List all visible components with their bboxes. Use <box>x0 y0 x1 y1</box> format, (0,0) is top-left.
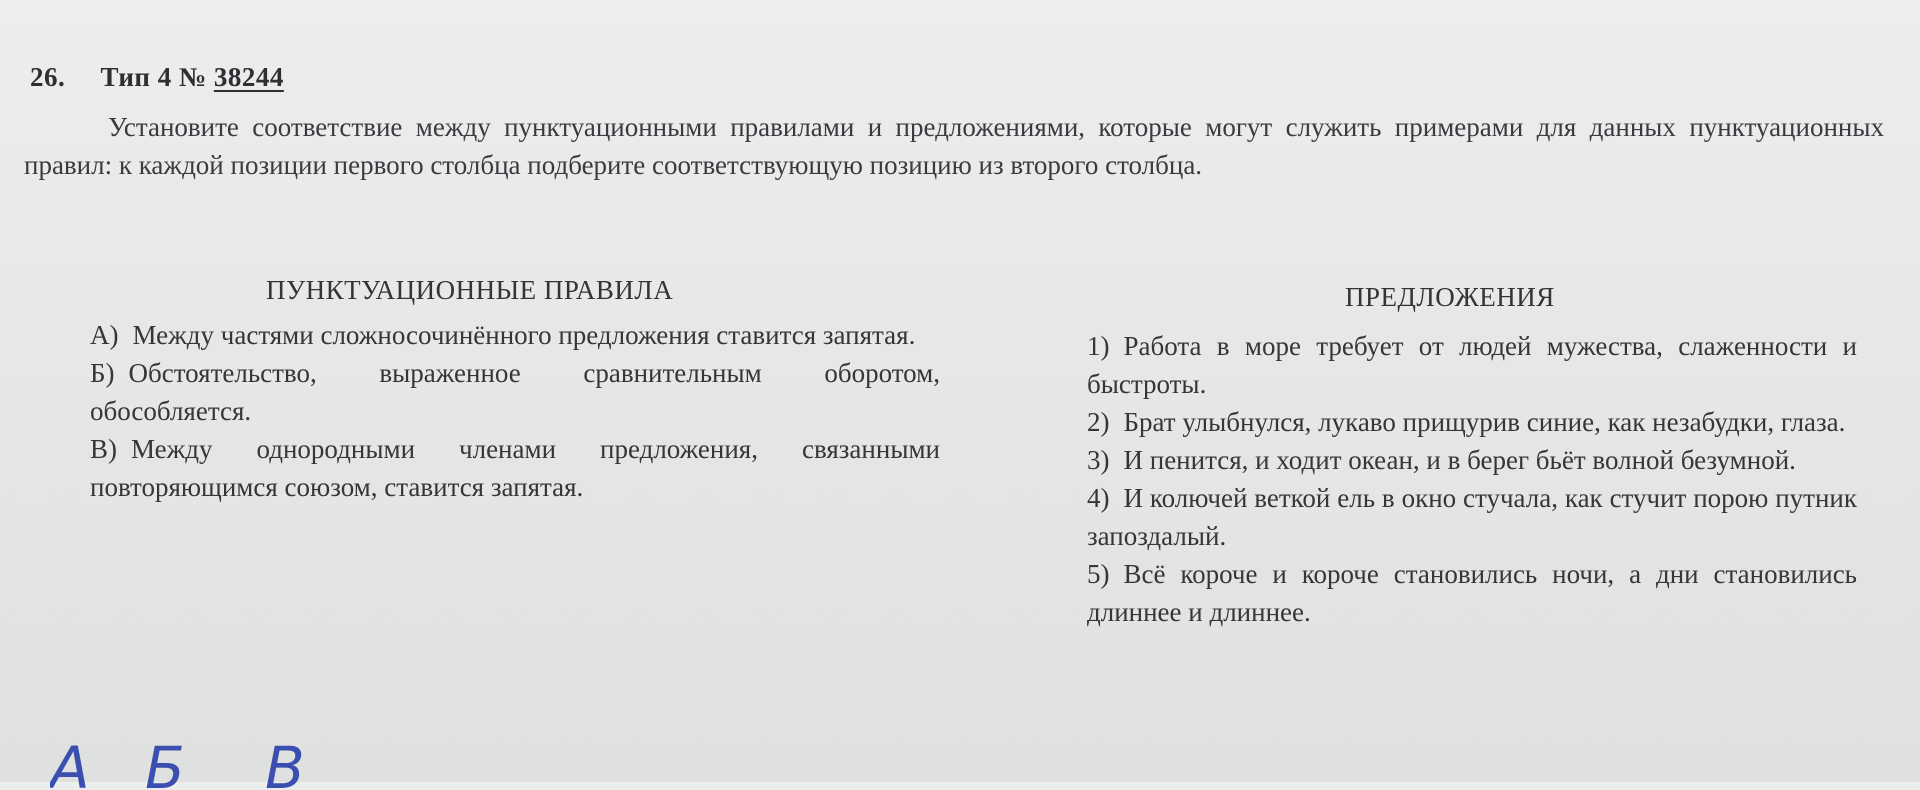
sentence-item <box>1087 403 1857 441</box>
sentence-marker: 5) <box>1087 559 1110 589</box>
sentence-text: Работа в море требует от людей мужества, слаженности и быстроты. <box>1087 331 1857 399</box>
handwritten-label-b: Б <box>145 734 185 790</box>
sentence-text: Брат улыбнулся, лукаво прищурив синие, как незабудки, глаза. <box>1123 407 1846 437</box>
rules-column-heading: ПУНКТУАЦИОННЫЕ ПРАВИЛА <box>266 275 674 305</box>
rule-marker: Б) <box>90 358 115 388</box>
sentence-text: И колючей веткой ель в окно стучала, как стучит порою путник запоздалый. <box>1087 483 1857 551</box>
handwritten-label-v: В <box>265 734 305 790</box>
rule-item <box>90 316 940 354</box>
handwritten-label-a: А <box>50 734 90 790</box>
rule-item <box>90 430 940 506</box>
sentence-text: И пенится, и ходит океан, и в берег бьёт волной безумной. <box>1123 445 1796 475</box>
rules-list <box>90 316 940 506</box>
rule-marker: А) <box>90 320 119 350</box>
sentence-item <box>1087 555 1857 631</box>
task-id-link[interactable]: 38244 <box>213 62 284 92</box>
rule-marker: В) <box>90 434 117 464</box>
sentence-marker: 2) <box>1087 407 1110 437</box>
sentences-list <box>1087 327 1857 631</box>
sentence-text: Всё короче и короче становились ночи, а дни становились длиннее и длиннее. <box>1087 559 1857 627</box>
sentences-column-heading: ПРЕДЛОЖЕНИЯ <box>1345 282 1555 312</box>
task-header <box>30 62 284 93</box>
task-instruction: Установите соответствие между пунктуационными правилами и предложениями, которые могут служить примерами для данных пунктуационных правил: к каждой позиции первого столбца подберите соответствующую позицию из второго столбца. <box>24 112 1884 180</box>
sentence-marker: 3) <box>1087 445 1110 475</box>
sentence-item <box>1087 441 1857 479</box>
rule-item <box>90 354 940 430</box>
sentence-item <box>1087 479 1857 555</box>
sentence-item <box>1087 327 1857 403</box>
sentence-marker: 4) <box>1087 483 1110 513</box>
handwritten-answer-labels <box>50 730 350 790</box>
rule-text: Между частями сложносочинённого предложения ставится запятая. <box>132 320 916 350</box>
task-type-label: Тип 4 № <box>100 62 207 92</box>
rule-text: Обстоятельство, выраженное сравнительным оборотом, обособляется. <box>90 358 940 426</box>
task-number: 26. <box>30 62 66 92</box>
rule-text: Между однородными членами предложения, связанными повторяющимся союзом, ставится запятая. <box>90 434 940 502</box>
sentence-marker: 1) <box>1087 331 1110 361</box>
